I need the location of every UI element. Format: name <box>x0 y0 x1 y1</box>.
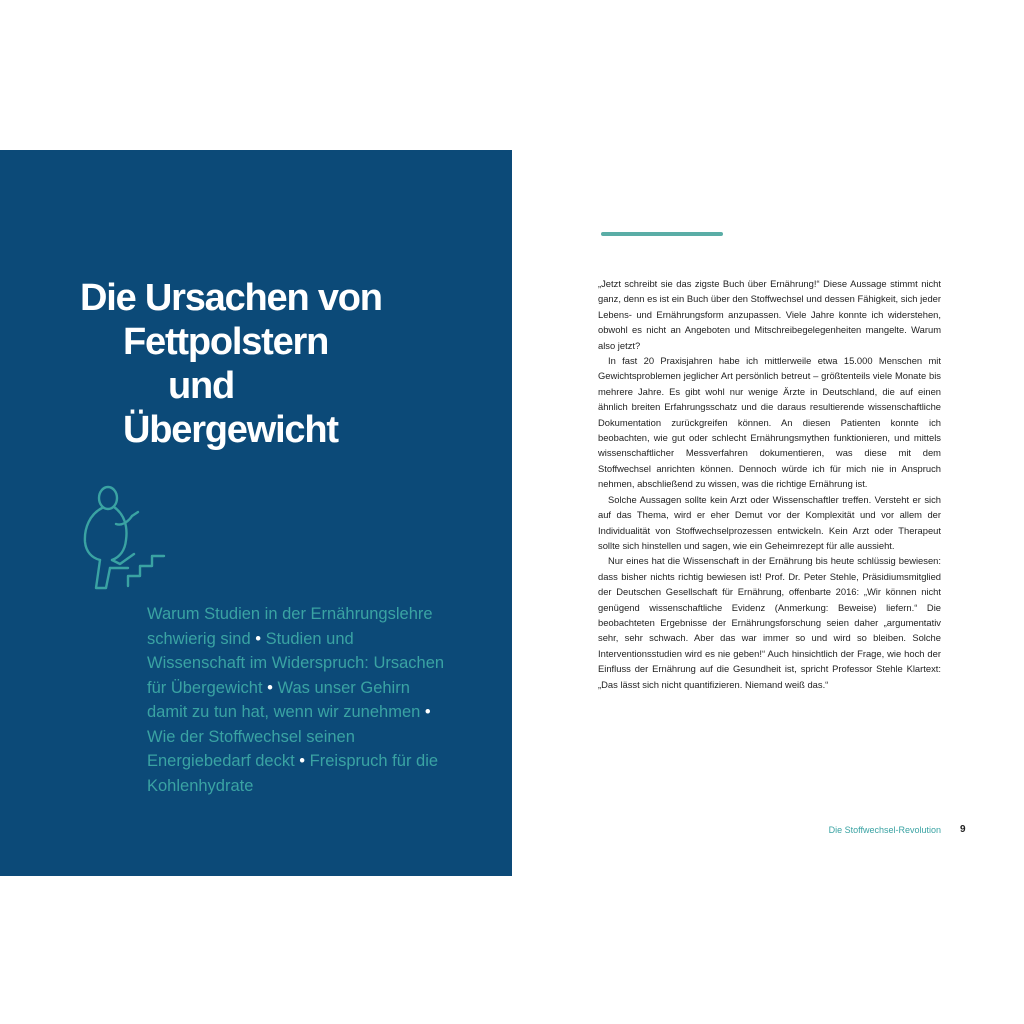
chapter-title <box>80 276 500 452</box>
chapter-title-line: Übergewicht <box>123 409 338 451</box>
bullet-separator: • <box>255 629 266 648</box>
paragraph: In fast 20 Praxisjahren habe ich mittlerweile etwa 15.000 Menschen mit Gewichtsproblemen jeglicher Art persönlich betreut – größtenteils viele Monate bis mehrere Jahre. Es gibt wohl nur wenige Ärzte in Deutschland, die auf einen ähnlich breiten Erfahrungsschatz und die daraus resultierende wissenschaftliche Dokumentation zurückgreifen können. An diesen Patienten konnte ich beobachten, wie gut oder schlecht Ernährungsmythen funktionieren, und mittels wissenschaftlicher Messverfahren dokumentieren, was diese mit dem Stoffwechsel anrichten können. Dennoch würde ich für mich nie in Anspruch nehmen, abschließend zu wissen, was die richtige Ernährung ist. <box>598 355 941 490</box>
paragraph: Nur eines hat die Wissenschaft in der Ernährung bis heute schlüssig bewiesen: dass bisher nichts richtig bewiesen ist! Prof. Dr. Peter Stehle, Präsidiumsmitglied der Deutschen Gesellschaft für Ernährung, offenbarte 2016: „Wir können nicht genügend wissenschaftliche Evidenz (Anmerkung: Beweise) liefern.“ Die beobachteten Ergebnisse der Ernährungsforschung seien daher „argumentativ sehr, sehr schwach. Aber das war immer so und wird so bleiben. Solche Interventionsstudien wird es nie geben!“ Auch hinsichtlich der Frage, wie hoch der Einfluss der Ernährung auf die Gesundheit ist, spricht Professor Stehle Klartext: „Das lässt sich nicht quantifizieren. Niemand weiß das.“ <box>598 555 941 690</box>
bullet-separator: • <box>299 752 310 770</box>
page-number-right: 9 <box>960 824 966 835</box>
summary-item: Was unser Gehirn damit zu tun hat, wenn wir zunehmen <box>147 678 421 721</box>
summary-item: Freispruch für die Kohlenhydrate <box>147 752 439 795</box>
chapter-title-line: Fettpolstern <box>123 321 329 363</box>
chapter-title-line: und <box>168 365 235 407</box>
chapter-title-line: Die Ursachen von <box>80 277 382 319</box>
chapter-summary <box>147 602 447 798</box>
bullet-separator: • <box>424 703 431 721</box>
left-page <box>0 150 512 986</box>
paragraph: „Jetzt schreibt sie das zigste Buch über Ernährung!“ Diese Aussage stimmt nicht ganz, denn es ist ein Buch über den Stoffwechsel und dessen Fähigkeit, sich jeder Lebens- und Ernährungsform anzupassen. Viele Jahre konnte ich widerstehen, obwohl es nicht an Angeboten und Mitschreibegelegenheiten mangelte. Warum also jetzt? <box>598 278 941 351</box>
summary-item: Warum Studien in der Ernährungslehre schwierig sind <box>147 605 433 648</box>
summary-item: Studien und Wissenschaft im Widerspruch: Ursachen für Übergewicht <box>147 629 445 697</box>
paragraph: Solche Aussagen sollte kein Arzt oder Wissenschaftler treffen. Versteht er sich auf das Thema, wird er eher Demut vor der Komplexität und vor allem der Individualität von Stoffwechselprozessen entwickeln. Kein Arzt oder Therapeut sollte sich hinstellen und sagen, wie ein Geheimrezept für alle aussieht. <box>598 493 941 551</box>
bullet-separator: • <box>267 678 278 697</box>
page-number-left: 8 <box>56 975 62 986</box>
body-text <box>598 276 941 692</box>
person-climbing-stairs-icon <box>80 480 170 595</box>
running-footer: Die Stoffwechsel-Revolution <box>828 825 941 835</box>
summary-item: Wie der Stoffwechsel seinen Energiebedarf deckt <box>147 727 355 770</box>
accent-bar <box>601 232 723 236</box>
